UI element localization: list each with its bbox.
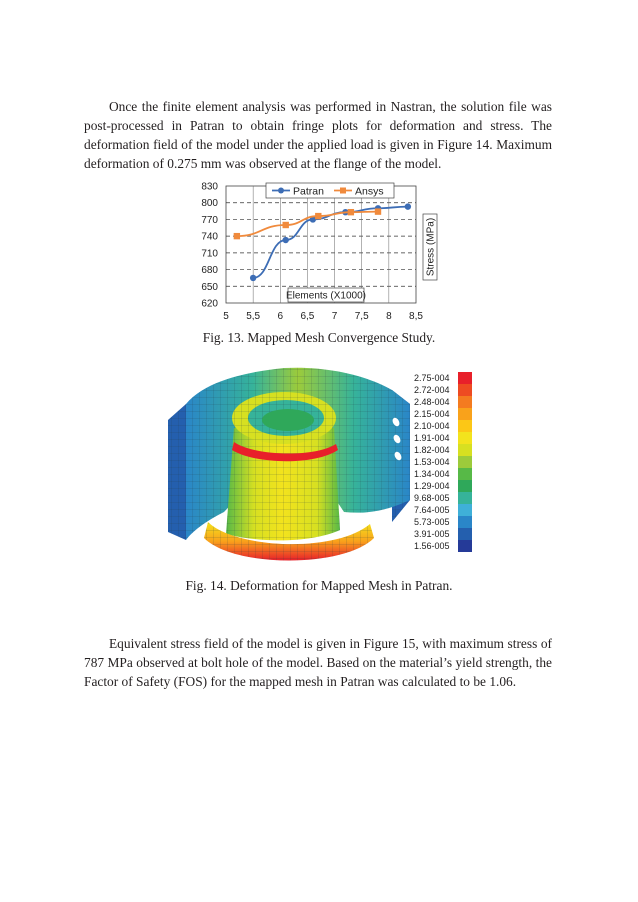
x-tick-label: 7,5: [354, 311, 369, 322]
y-tick-label: 800: [201, 198, 218, 210]
legend-value: 5.73-005: [414, 517, 450, 527]
intro-paragraph: Once the finite element analysis was performed in Nastran, the solution file was post-processed in Patran to obtain fringe plots for deformation and stress. The deformation field of the model under the applied load is given in Figure 14. Maximum deformation of 0.275 mm was observed at the flange of the model.: [84, 99, 552, 171]
legend-value: 2.10-004: [414, 421, 450, 431]
legend-swatch: [458, 540, 472, 552]
y-tick-label: 710: [201, 248, 218, 260]
legend-swatch: [458, 444, 472, 456]
legend-swatch: [458, 396, 472, 408]
legend-swatch: [458, 516, 472, 528]
data-point-ansys: [234, 233, 240, 239]
legend-label: Ansys: [355, 185, 384, 198]
figure-14-caption: Fig. 14. Deformation for Mapped Mesh in Patran.: [185, 578, 453, 593]
y-tick-label: 770: [201, 214, 218, 226]
legend-swatch: [458, 420, 472, 432]
data-point-ansys: [283, 222, 289, 228]
legend-value: 1.56-005: [414, 541, 450, 551]
data-point-ansys: [348, 209, 354, 215]
legend-swatch: [458, 480, 472, 492]
y-tick-label: 740: [201, 231, 218, 243]
plot-area: [226, 186, 416, 303]
x-tick-label: 7: [331, 311, 338, 322]
data-point-patran: [250, 275, 256, 281]
legend-value: 1.82-004: [414, 445, 450, 455]
legend-swatch: [458, 384, 472, 396]
legend-value: 9.68-005: [414, 493, 450, 503]
legend-value: 2.15-004: [414, 409, 450, 419]
legend-value: 1.53-004: [414, 457, 450, 467]
y-axis-title: Stress (MPa): [425, 217, 437, 277]
y-tick-label: 680: [201, 265, 218, 277]
legend-swatch: [458, 468, 472, 480]
x-tick-label: 5: [223, 311, 229, 322]
legend-swatch: [458, 372, 472, 384]
chart-legend: [266, 183, 394, 198]
x-axis-title: Elements (X1000): [285, 290, 367, 302]
legend-value: 1.34-004: [414, 469, 450, 479]
fea-model: [168, 368, 410, 561]
legend-swatch: [458, 432, 472, 444]
x-tick-label: 6: [277, 311, 284, 322]
legend-value: 1.91-004: [414, 433, 450, 443]
figure-13-caption: Fig. 13. Mapped Mesh Convergence Study.: [202, 330, 436, 345]
legend-value: 7.64-005: [414, 505, 450, 515]
y-tick-label: 830: [201, 181, 218, 193]
data-point-patran: [283, 237, 289, 243]
data-point-ansys: [375, 208, 381, 214]
data-point-patran: [405, 203, 411, 209]
stress-paragraph: Equivalent stress field of the model is given in Figure 15, with maximum stress of 787 MPa observed at bolt hole of the model. Based on the material’s yield strength, the Factor of Safety (FOS) for the mapped mesh in Patran was calculated to be 1.06.: [84, 636, 552, 689]
legend-value: 1.29-004: [414, 481, 450, 491]
legend-value: 2.72-004: [414, 385, 450, 395]
legend-value: 2.75-004: [414, 373, 450, 383]
y-tick-label: 620: [201, 298, 218, 310]
legend-value: 2.48-004: [414, 397, 450, 407]
fringe-legend: [414, 372, 472, 552]
x-tick-label: 8: [386, 311, 392, 322]
data-point-ansys: [315, 213, 321, 219]
legend-value: 3.91-005: [414, 529, 450, 539]
y-tick-label: 650: [201, 281, 218, 293]
legend-swatch: [458, 456, 472, 468]
x-tick-label: 8,5: [409, 311, 423, 322]
legend-swatch: [458, 504, 472, 516]
legend-swatch: [458, 528, 472, 540]
legend-swatch: [458, 492, 472, 504]
convergence-chart: [190, 176, 450, 328]
x-tick-label: 6,5: [300, 311, 315, 322]
legend-swatch: [458, 408, 472, 420]
x-tick-label: 5,5: [246, 311, 261, 322]
deformation-fringe-plot: [164, 362, 476, 572]
legend-label: Patran: [293, 185, 324, 198]
